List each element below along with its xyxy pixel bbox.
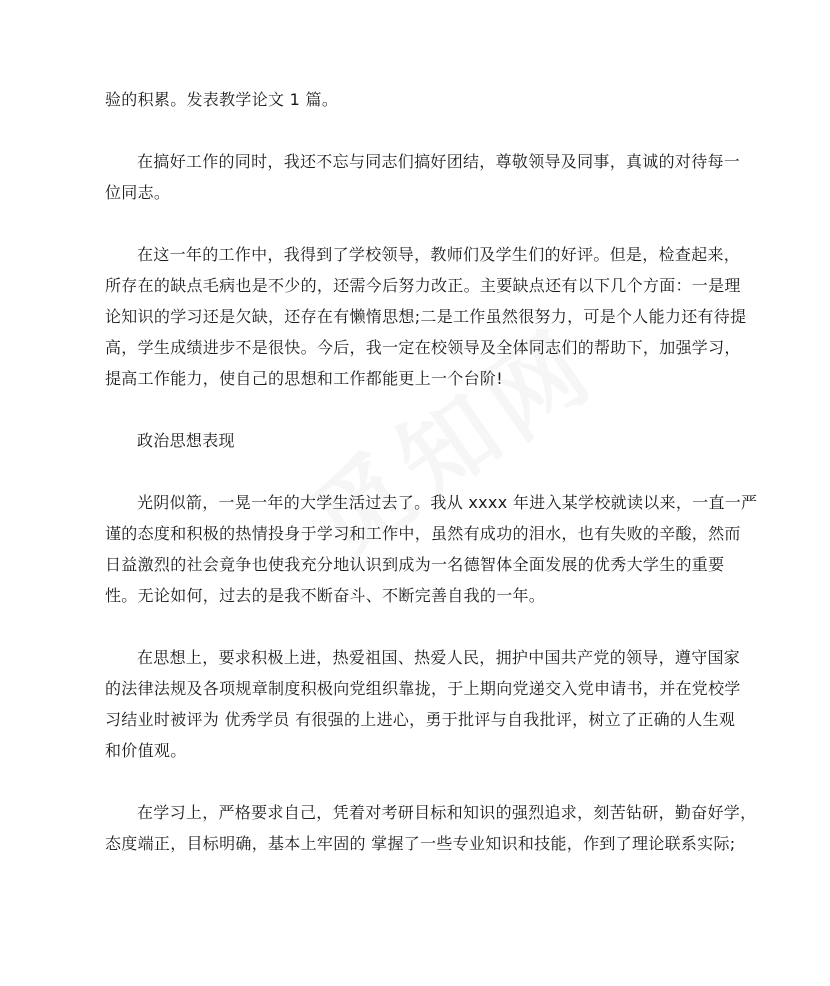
- paragraph-line: 的法律法规及各项规章制度积极向党组织靠拢，于上期向党递交入党申请书，并在党校学: [105, 679, 741, 698]
- document-body: [105, 84, 758, 890]
- paragraph-line: 政治思想表现: [137, 431, 235, 450]
- paragraph-line: 谨的态度和积极的热情投身于学习和工作中，虽然有成功的泪水，也有失败的辛酸，然而: [105, 524, 741, 543]
- paragraph: [105, 642, 741, 766]
- paragraph-line: 态度端正，目标明确，基本上牢固的 掌握了一些专业知识和技能，作到了理论联系实际;: [105, 834, 736, 853]
- paragraph-line: 验的积累。发表教学论文 1 篇。: [105, 90, 339, 109]
- paragraph-line: 位同志。: [105, 183, 171, 202]
- paragraph: [105, 425, 725, 456]
- paragraph-line: 提高工作能力，使自己的思想和工作都能更上一个台阶!: [105, 369, 503, 388]
- paragraph-line: 在搞好工作的同时，我还不忘与同志们搞好团结，尊敬领导及同事，真诚的对待每一: [137, 152, 741, 171]
- paragraph: [105, 797, 757, 859]
- paragraph: [105, 487, 758, 611]
- paragraph-line: 在思想上，要求积极上进，热爱祖国、热爱人民，拥护中国共产党的领导，遵守国家: [137, 648, 741, 667]
- paragraph-line: 高，学生成绩进步不是很快。今后，我一定在校领导及全体同志们的帮助下，加强学习，: [105, 338, 741, 357]
- paragraph-line: 习结业时被评为 优秀学员 有很强的上进心，勇于批评与自我批评，树立了正确的人生观: [105, 710, 736, 729]
- paragraph: [105, 239, 747, 394]
- paragraph-line: 性。无论如何，过去的是我不断奋斗、不断完善自我的一年。: [105, 586, 546, 605]
- paragraph-line: 和价值观。: [105, 741, 187, 760]
- paragraph-line: 光阴似箭，一晃一年的大学生活过去了。我从 xxxx 年进入某学校就读以来，一直一严: [137, 493, 758, 512]
- paragraph-line: 在学习上，严格要求自己，凭着对考研目标和知识的强烈追求，刻苦钻研，勤奋好学，: [137, 803, 757, 822]
- paragraph: [105, 146, 741, 208]
- paragraph: [105, 84, 725, 115]
- paragraph-line: 论知识的学习还是欠缺，还存在有懒惰思想;二是工作虽然很努力，可是个人能力还有待提: [105, 307, 747, 326]
- paragraph-line: 在这一年的工作中，我得到了学校领导，教师们及学生们的好评。但是，检查起来，: [137, 245, 741, 264]
- paragraph-line: 所存在的缺点毛病也是不少的，还需今后努力改正。主要缺点还有以下几个方面：一是理: [105, 276, 741, 295]
- paragraph-line: 日益激烈的社会竟争也使我充分地认识到成为一名德智体全面发展的优秀大学生的重要: [105, 555, 725, 574]
